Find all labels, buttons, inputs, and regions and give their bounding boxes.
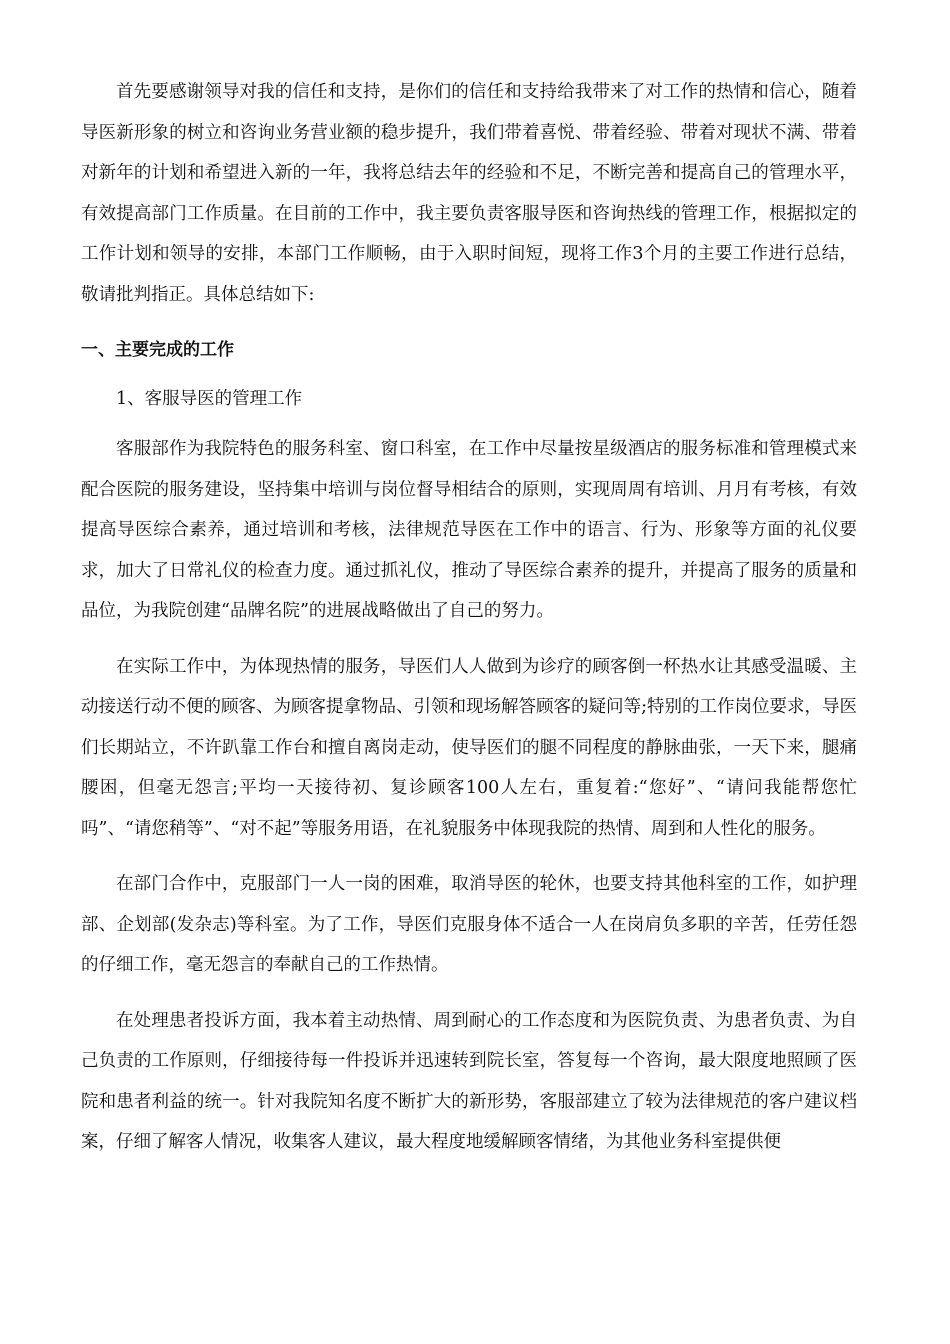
paragraph-daily-work: 在实际工作中，为体现热情的服务，导医们人人做到为诊疗的顾客倒一杯热水让其感受温暖、主动接送行动不便的顾客、为顾客提拿物品、引领和现场解答顾客的疑问等;特别的工作岗位要求，导医们长期站立，不许趴靠工作台和擅自离岗走动，使导医们的腿不同程度的静脉曲张，一天下来，腿痛腰困，但毫无怨言;平均一天接待初、复诊顾客100人左右，重复着:“您好”、“请问我能帮您忙吗”、“请您稍等”、“对不起”等服务用语，在礼貌服务中体现我院的热情、周到和人性化的服务。 [81, 656, 857, 839]
subsection-heading-guide-management: 1、客服导医的管理工作 [116, 388, 303, 409]
paragraph-service-department: 客服部作为我院特色的服务科室、窗口科室，在工作中尽量按星级酒店的服务标准和管理模式来配合医院的服务建设，坚持集中培训与岗位督导相结合的原则，实现周周有培训、月月有考核，有效提高导医综合素养，通过培训和考核，法律规范导医在工作中的语言、行为、形象等方面的礼仪要求，加大了日常礼仪的检查力度。通过抓礼仪，推动了导医综合素养的提升，并提高了服务的质量和品位，为我院创建“品牌名院”的进展战略做出了自己的努力。 [81, 439, 857, 621]
intro-paragraph: 首先要感谢领导对我的信任和支持，是你们的信任和支持给我带来了对工作的热情和信心，随着导医新形象的树立和咨询业务营业额的稳步提升，我们带着喜悦、带着经验、带着对现状不满、带着对新年的计划和希望进入新的一年，我将总结去年的经验和不足，不断完善和提高自己的管理水平，有效提高部门工作质量。在目前的工作中，我主要负责客服导医和咨询热线的管理工作，根据拟定的工作计划和领导的安排，本部门工作顺畅，由于入职时间短，现将工作3个月的主要工作进行总结，敬请批判指正。具体总结如下: [81, 82, 857, 305]
document-page [81, 72, 857, 1163]
paragraph-cooperation: 在部门合作中，克服部门一人一岗的困难，取消导医的轮休，也要支持其他科室的工作，如护理部、企划部(发杂志)等科室。为了工作，导医们克服身体不适合一人在岗肩负多职的辛苦，任劳任怨的仔细工作，毫无怨言的奉献自己的工作热情。 [81, 874, 857, 975]
paragraph-complaints: 在处理患者投诉方面，我本着主动热情、周到耐心的工作态度和为医院负责、为患者负责、为自己负责的工作原则，仔细接待每一件投诉并迅速转到院长室，答复每一个咨询，最大限度地照顾了医院和患者利益的统一。针对我院知名度不断扩大的新形势，客服部建立了较为法律规范的客户建议档案，仔细了解客人情况，收集客人建议，最大程度地缓解顾客情绪，为其他业务科室提供便 [81, 1010, 857, 1152]
section-heading-main-work: 一、主要完成的工作 [81, 340, 234, 360]
